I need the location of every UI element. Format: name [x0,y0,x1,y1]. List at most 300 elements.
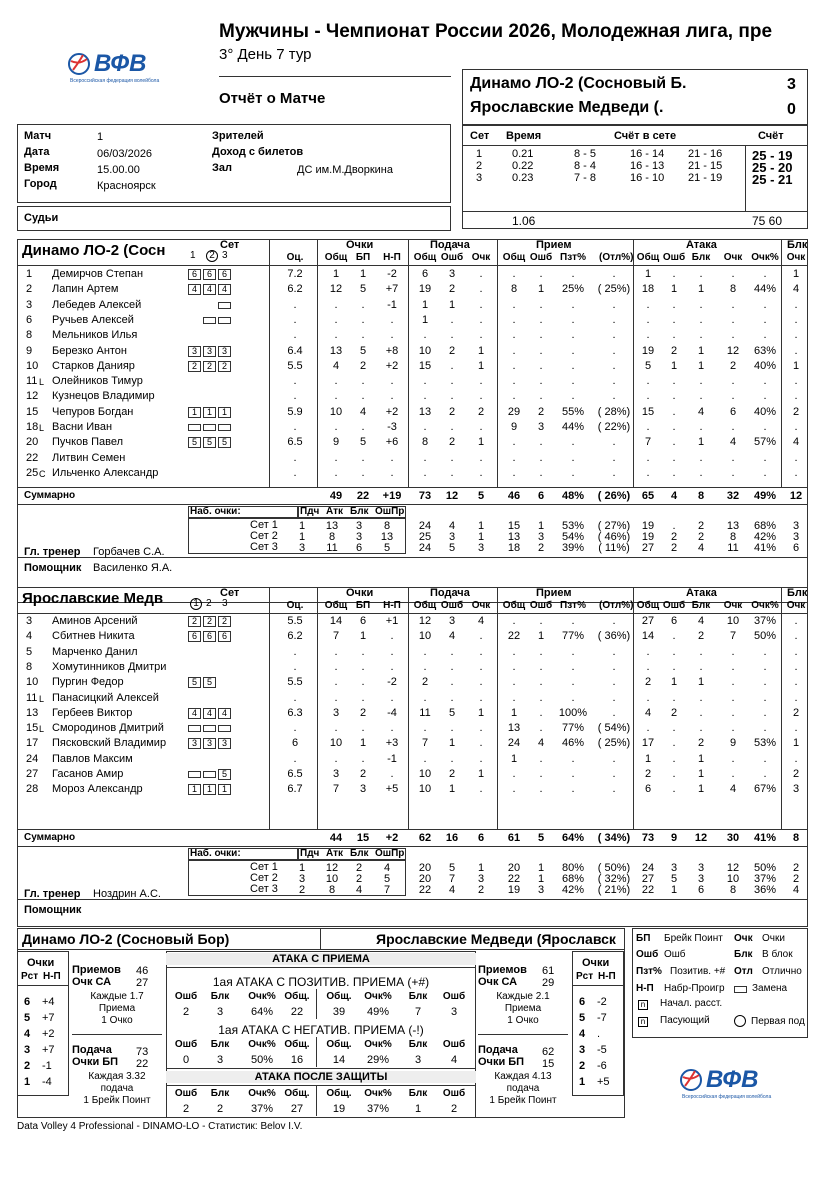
serve-word: подача [100,1083,134,1094]
stat-att-blk: 1 [697,752,705,765]
stat-serve-pts: . [479,722,483,735]
stat-att-pct: 40% [753,359,777,372]
stat-rating: 5.9 [287,405,303,418]
rotation-value: -4 [42,1076,52,1088]
stat-rec-exc: . [612,660,616,673]
stat-serve-err: 2 [448,283,456,296]
subcol-rec-total: Общ [502,600,526,611]
rotation-value: -5 [597,1044,607,1056]
sp-value: 1 [298,520,306,532]
sp-value: 6 [355,542,363,554]
col-time: Время [506,130,542,142]
set-stat: 39% [561,542,585,554]
stat-serve-pts: . [479,752,483,765]
rec-label: Приемов [478,964,527,976]
col-score: Счёт [758,130,784,142]
stat-att-total: 1 [644,752,652,765]
subcol-np: Н-П [383,600,401,611]
sp-col-sp_att: Атк [326,848,343,859]
attack-value: 64% [250,1006,274,1018]
stat-rec-err: . [539,615,543,627]
set-stat: 1 [477,531,485,543]
legend-desc: Ошб [664,949,686,960]
rotation-value: -6 [597,1060,607,1072]
stat-att-err: . [672,737,676,750]
partial-3: 21 - 16 [688,148,723,160]
player-name: Демирчов Степан [52,268,144,280]
player-number: 13 [26,706,39,719]
stat-att-pct: 67% [753,783,777,796]
start-position: 2 [203,616,216,627]
set-number-2: 2 [206,598,212,609]
sp-value: 13 [380,531,394,543]
stat-rating: 5.5 [287,615,303,627]
stat-pts-total: . [334,298,338,311]
stat-rec-exc: . [612,451,616,464]
sp-value: 2 [355,862,363,874]
stat-serve-total: 11 [419,706,431,719]
stat-att-total: 5 [644,359,652,372]
set-stat: 2 [670,542,678,554]
label-hall: Зал [212,162,232,174]
stat-rec-exc: . [612,375,616,388]
stat-rec-pos: . [571,390,575,403]
set-stat: 13 [726,520,740,532]
subcol-rating: Оц. [286,252,304,263]
stat-att-blk: . [699,451,703,464]
subcol-bp: БП [355,600,371,611]
stat-rec-total: 13 [507,722,521,735]
stat-serve-total: 7 [421,737,429,750]
stat-rec-pos: . [571,359,575,372]
stat-att-total: 27 [641,615,655,627]
player-name: Чепуров Богдан [52,405,134,418]
stat-att-total: 18 [641,283,655,296]
stat-rating: 6.7 [287,783,303,796]
stat-rec-err: 1 [537,630,545,643]
subcol-att-pts: Очк [723,252,743,263]
summary-rec-err: 6 [537,490,545,502]
stat-att-pct: . [763,676,767,689]
subcol-pts-total: Общ [324,252,348,263]
stat-att-pts: . [731,268,735,280]
stat-att-pts: . [731,313,735,326]
stat-serve-total: 10 [418,630,432,643]
subcol-rec-exc: (Отл%) [599,252,634,263]
rec-point: 1 Очко [101,1015,133,1026]
stat-rating: 6 [291,737,299,750]
set-stat: 22 [641,884,655,896]
stat-att-err: 1 [670,359,678,372]
stat-serve-err: . [450,645,454,658]
stat-serve-total: 12 [418,615,432,627]
stat-rec-pos: . [571,329,575,342]
start-position: 3 [218,738,231,749]
start-position: 4 [188,708,201,719]
col-points: Очки [346,239,374,251]
start-position: 3 [188,738,201,749]
attack-value: 4 [450,1054,458,1066]
divider [17,504,808,505]
setter-square-icon: n [638,1017,648,1027]
stat-pts-total: 7 [332,630,340,643]
stat-rec-exc: . [612,752,616,765]
set-stat: 24 [641,862,655,874]
stat-rating: . [293,329,297,342]
set-stat: 8 [729,884,737,896]
stat-att-err: . [672,691,676,704]
stat-rec-total: 9 [510,421,518,433]
stat-att-pts: 2 [729,359,737,372]
stat-att-pct: . [763,752,767,765]
rotation-value: +5 [597,1076,610,1088]
stat-serve-err: 5 [448,706,456,719]
stat-att-blk: 1 [697,359,705,372]
bp-word: 1 Брейк Поинт [83,1095,151,1106]
legend-key: Пзт% [636,966,662,977]
player-name: Лапин Артем [52,283,119,296]
set-stat: 1 [537,520,545,532]
stat-att-total: . [646,298,650,311]
set-num: 2 [476,160,483,172]
stat-rec-pos: . [571,676,575,689]
substitution-mark [218,725,231,732]
stat-rec-pos: . [571,466,575,479]
player-name: Гербеев Виктор [52,706,133,719]
stat-serve-err: 2 [448,768,456,780]
subcol-np: Н-П [383,252,401,263]
stat-bp: 4 [359,405,367,418]
stat-att-pct: 40% [753,405,777,418]
assistant-label: Помощник [24,562,82,574]
match-city: Красноярск [97,180,156,192]
summary-att-pct: 41% [753,832,777,844]
stat-bp: . [361,390,365,403]
attack-header: Ошб [174,1088,198,1099]
stat-serve-total: 13 [418,405,432,418]
stat-block-pts: 2 [792,706,800,719]
set-stat: 24 [418,542,432,554]
summary-att-blk: 8 [697,490,705,502]
summary-rec-exc: ( 34%) [597,832,631,844]
legend-desc: Первая под [751,1016,805,1027]
stat-att-total: 7 [644,436,652,449]
stat-att-total: 15 [641,405,655,418]
stat-att-err: . [672,466,676,479]
sp-value: 5 [383,873,391,885]
rotation-title: Очки [582,957,610,969]
summary-att-total: 73 [641,832,655,844]
subcol-serve-err: Ошб [440,600,464,611]
divider [316,1037,317,1067]
ca-label: Очк СА [478,976,518,988]
stat-att-blk: 1 [697,768,705,780]
col-set-header: Сет [220,587,240,599]
stat-serve-err: . [450,329,454,342]
start-position: 6 [218,269,231,280]
stat-pts-total: 10 [329,737,343,750]
match-date: 06/03/2026 [97,148,153,160]
stat-att-total: . [646,390,650,403]
stat-block-pts: . [794,390,798,403]
stat-serve-total: . [423,691,427,704]
attack-value: 29% [366,1054,390,1066]
attack-header: Общ. [284,1088,310,1099]
summary-np: +2 [385,832,399,844]
stat-block-pts: . [794,660,798,673]
stat-block-pts: . [794,645,798,658]
legend-desc: Начал. расст. [660,998,723,1009]
stat-rec-total: . [512,268,516,280]
summary-rec-pos: 64% [561,832,585,844]
player-name: Мельников Илья [52,329,138,342]
rotation-number: 2 [24,1060,31,1072]
substitution-mark [203,771,216,778]
start-position: 6 [203,631,216,642]
stat-rating: 6.5 [287,436,303,449]
stat-att-pct: . [763,466,767,479]
summary-np: +19 [382,490,402,502]
player-name: Ручьев Алексей [52,313,134,326]
stat-bp: . [361,375,365,388]
summary-block-pts: 8 [792,832,800,844]
stat-serve-pts: . [479,421,483,433]
stat-pts-total: 7 [332,783,340,796]
stat-att-err: . [672,630,676,643]
stat-att-pct: 50% [753,630,777,643]
start-position: 4 [188,284,201,295]
attack-value: 14 [332,1054,346,1066]
bp-word: 1 Брейк Поинт [489,1095,557,1106]
set-stat: ( 50%) [597,862,631,874]
stat-att-pts: . [731,768,735,780]
player-name: Старков Данияр [52,359,135,372]
stat-serve-pts: 1 [477,436,485,449]
set-stat: 20 [507,862,521,874]
stat-rec-err: . [539,313,543,326]
head-coach-label: Гл. тренер [24,546,81,558]
stat-rec-exc: . [612,706,616,719]
set-time: 0.22 [512,160,534,172]
logo-subtext: Всероссийская федерация волейбола [70,78,160,84]
score-team1-sets: 3 [787,76,796,93]
set-stat: 4 [697,542,705,554]
stat-att-blk: . [699,329,703,342]
stat-rec-pos: . [571,615,575,627]
divider [17,829,808,830]
stat-np: -1 [387,752,397,765]
stat-rating: 6.4 [287,344,303,357]
subcol-att-pts: Очк [723,600,743,611]
set-num: 3 [476,172,483,184]
stat-att-blk: . [699,298,703,311]
sp-value: 12 [325,862,339,874]
first-serve-circle-icon [734,1015,746,1027]
sp-value: 1 [298,531,306,543]
stat-pts-total: . [334,390,338,403]
player-name: Павлов Максим [52,752,133,765]
rotation-col-rst: Рст [21,971,39,982]
stat-att-pct: . [763,451,767,464]
sp-value: 4 [383,862,391,874]
stat-block-pts: . [794,375,798,388]
player-number: 8 [26,660,33,673]
stat-block-pts: 2 [792,405,800,418]
stat-att-total: . [646,421,650,433]
stat-rec-total: . [512,359,516,372]
bp-label: Очки БП [478,1056,525,1068]
stat-att-blk: . [699,660,703,673]
attack-header: Очк% [248,991,276,1002]
stat-rec-total: . [512,768,516,780]
player-number: 17 [26,737,39,750]
sp-value: 13 [325,520,339,532]
subcol-rec-err: Ошб [529,600,553,611]
libero-mark: L [39,724,45,735]
team-name: Динамо ЛО-2 (Сосн [22,242,166,259]
libero-mark: C [39,468,46,479]
stat-np: . [390,329,394,342]
attack-header: Ошб [174,1039,198,1050]
stat-rec-err: 3 [537,421,545,433]
subcol-att-total: Общ [636,252,660,263]
stat-att-pct: . [763,768,767,780]
set-stat: 20 [418,873,432,885]
label-income: Доход с билетов [212,146,304,158]
stat-block-pts: 1 [792,359,800,372]
player-name: Марченко Данил [52,645,138,658]
stat-bp: . [361,752,365,765]
stat-np: +7 [385,283,399,296]
summary-serve-err: 16 [445,832,459,844]
set-number-3: 3 [222,598,228,609]
player-number: 15 [26,722,39,735]
stat-serve-err: 4 [448,630,456,643]
stat-bp: 2 [359,359,367,372]
stat-serve-total: . [423,390,427,403]
libero-mark: L [39,693,45,704]
stat-bp: 5 [359,283,367,296]
stat-rec-pos: 55% [561,405,585,418]
stat-pts-total: . [334,375,338,388]
stat-rec-pos: 77% [561,630,585,643]
stat-serve-total: 1 [421,298,429,311]
stat-att-err: . [672,660,676,673]
legend-key: Блк [734,949,753,960]
stat-serve-total: 19 [418,283,432,296]
stat-rec-total: 24 [507,737,521,750]
attack-value: 37% [250,1103,274,1115]
stat-rec-err: 1 [537,283,545,296]
volleyball-icon [680,1069,702,1091]
subcol-att-pct: Очк% [751,600,779,611]
partial-2: 16 - 14 [630,148,665,160]
stat-rating: 6.5 [287,768,303,780]
subcol-rec-pos: Пзт% [560,600,586,611]
stat-rec-exc: . [612,645,616,658]
set-stat: 2 [537,542,545,554]
sp-value: 11 [326,542,338,554]
attack-value: 16 [290,1054,304,1066]
stat-att-total: 2 [644,676,652,689]
set-stat: 18 [507,542,521,554]
stat-serve-total: 1 [421,313,429,326]
stat-att-total: . [646,645,650,658]
summary-rec-pos: 48% [561,490,585,502]
label-time: Время [24,162,60,174]
player-number: 10 [26,359,39,372]
summary-serve-pts: 6 [477,832,485,844]
stat-block-pts: . [794,344,798,357]
stat-block-pts: . [794,615,798,627]
stat-bp: 1 [359,737,367,750]
rotation-number: 3 [24,1044,31,1056]
stat-block-pts: 1 [792,268,800,280]
logo-subtext: Всероссийская федерация волейбола [682,1094,772,1100]
rotation-value: -1 [42,1060,52,1072]
set-number-3: 3 [222,250,228,261]
volleyball-icon [68,53,90,75]
stat-rec-pos: . [571,313,575,326]
stat-att-blk: 1 [697,283,705,296]
stat-np: . [390,691,394,704]
sp-col-sp_blk: Блк [350,506,369,517]
stat-pts-total: 3 [332,768,340,780]
set-stat: 68% [561,873,585,885]
stat-serve-err: 1 [448,783,456,796]
stat-att-total: 6 [644,783,652,796]
subcol-att-err: Ошб [662,252,686,263]
subcol-serve-err: Ошб [440,252,464,263]
stat-att-pct: . [763,268,767,280]
stat-pts-total: 12 [329,283,343,296]
stat-block-pts: . [794,752,798,765]
stat-serve-total: 6 [421,268,429,280]
stat-bp: 2 [359,706,367,719]
footer-text: Data Volley 4 Professional - DINAMO-LO - Статистик: Belov I.V. [17,1121,303,1132]
player-number: 18 [26,421,39,433]
start-position: 1 [218,784,231,795]
player-name: Олейников Тимур [52,375,143,388]
stat-np: -3 [387,421,397,433]
stat-rec-err: 4 [537,737,545,750]
stat-np: . [390,645,394,658]
set-time: 0.21 [512,148,534,160]
stat-rec-exc: . [612,615,616,627]
stat-rec-total: . [512,660,516,673]
legend-key: БП [636,933,651,944]
stat-serve-err: 2 [448,405,456,418]
player-number: 28 [26,783,39,796]
stat-att-blk: . [699,691,703,704]
start-position: 2 [218,361,231,372]
set-stat: 2 [697,520,705,532]
stat-rec-total: 8 [510,283,518,296]
attack-value: 7 [414,1006,422,1018]
stat-rec-exc: ( 25%) [597,737,631,750]
rotation-title: Очки [27,957,55,969]
stat-serve-pts: 1 [477,768,485,780]
set-stat: 2 [697,531,705,543]
stat-block-pts: . [794,676,798,689]
col-block: Блк [787,239,808,251]
start-position: 5 [188,437,201,448]
stat-att-pct: . [763,298,767,311]
stat-rating: . [293,660,297,673]
summary-rec-total: 46 [507,490,521,502]
attack-header: Ошб [442,1039,466,1050]
player-number: 9 [26,344,33,357]
